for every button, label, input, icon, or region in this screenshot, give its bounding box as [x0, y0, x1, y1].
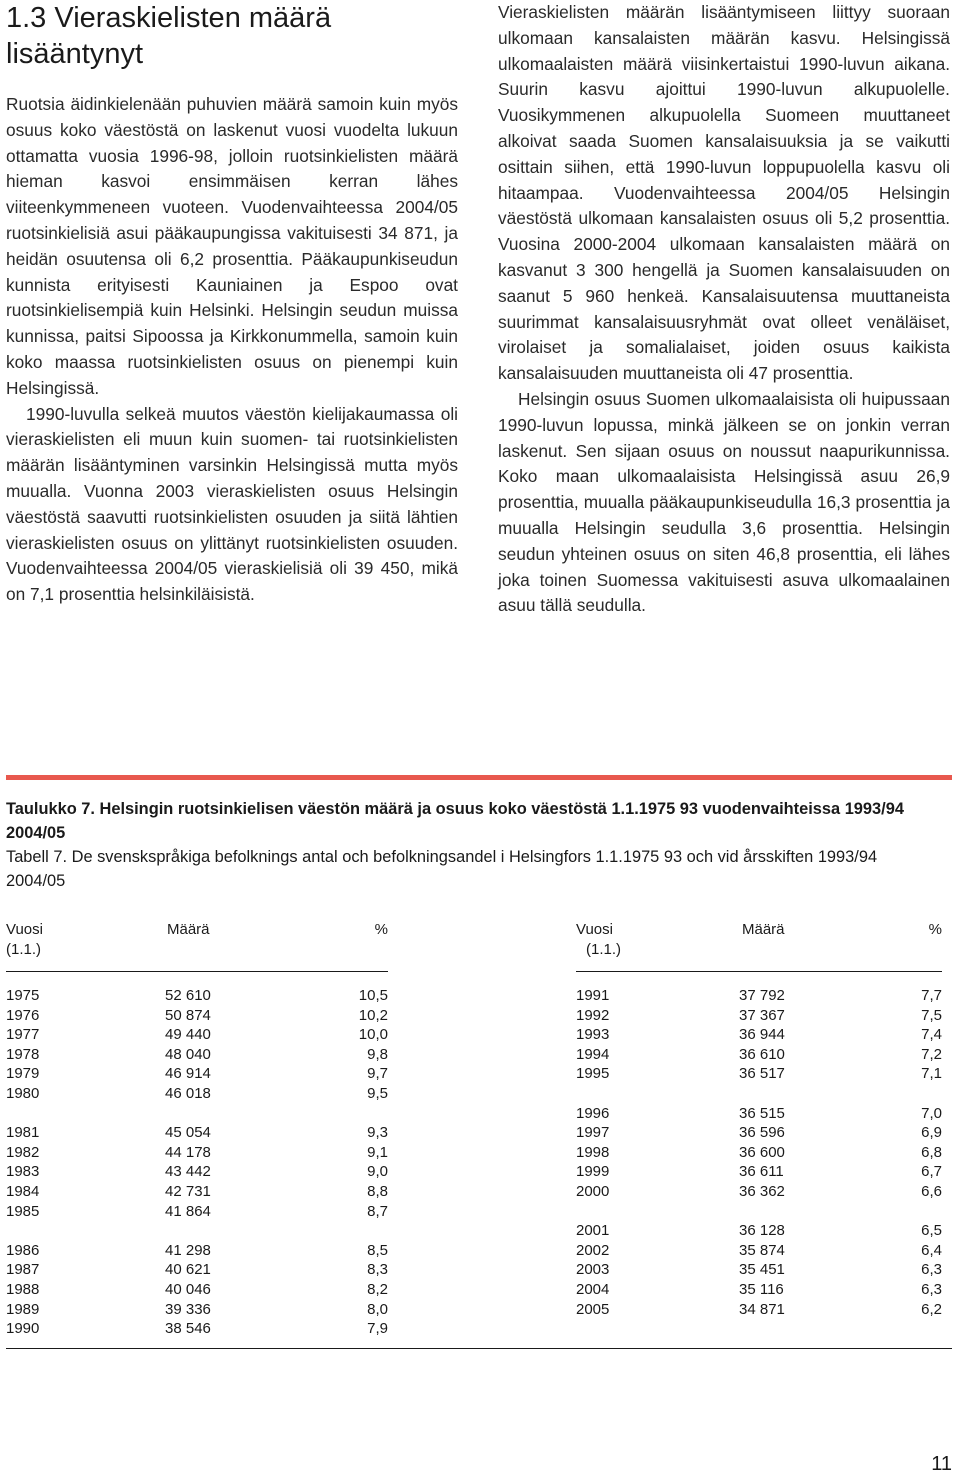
- cell-percent: 8,2: [367, 1280, 388, 1298]
- cell-percent: 7,1: [921, 1065, 942, 1083]
- cell-year: 1976: [6, 1006, 40, 1024]
- cell-year: 1997: [576, 1124, 610, 1142]
- group-spacer: [576, 1084, 942, 1104]
- table-row: [576, 1045, 942, 1065]
- table-row: [6, 1064, 388, 1084]
- cell-count: 36 515: [739, 1104, 785, 1122]
- table-header-right: [576, 920, 942, 986]
- table-row: [6, 1025, 388, 1045]
- cell-percent: 7,9: [367, 1320, 388, 1338]
- cell-percent: 6,3: [921, 1280, 942, 1298]
- cell-count: 41 864: [165, 1202, 211, 1220]
- cell-count: 36 610: [739, 1045, 785, 1063]
- table-row: [6, 1241, 388, 1261]
- cell-percent: 7,4: [921, 1026, 942, 1044]
- cell-percent: 10,5: [358, 987, 388, 1004]
- cell-year: 1988: [6, 1280, 40, 1298]
- cell-count: 34 871: [739, 1300, 785, 1318]
- cell-percent: 9,7: [367, 1065, 388, 1083]
- cell-year: 2004: [576, 1280, 610, 1298]
- cell-year: 2001: [576, 1222, 610, 1240]
- table-row: [6, 1162, 388, 1182]
- table-row: [6, 1045, 388, 1065]
- table-row: [6, 1280, 388, 1300]
- header-rule: [6, 971, 388, 972]
- table-body-left: [6, 986, 388, 1339]
- left-paragraph-2: 1990-luvulla selkeä muutos väestön kielijakaumassa oli vieraskielisten eli muun kuin suomen- tai ruotsinkielisten määrän lisääntyminen varsinkin Helsingissä mutta myös muualla. Vuonna 2003 vieraskielisten osuus Helsingin väestöstä saavutti ruotsinkielisten osuuden ja siitä lähtien vieraskielisten osuus on ylittänyt ruotsinkielisten osuuden. Vuodenvaihteessa 2004/05 vieraskielisiä oli 39 450, mikä on 7,1 prosenttia helsinkiläisistä.: [6, 403, 458, 605]
- header-rule: [576, 971, 942, 972]
- cell-count: 43 442: [165, 1163, 211, 1181]
- cell-year: 1996: [576, 1104, 610, 1122]
- cell-year: 2000: [576, 1182, 610, 1200]
- cell-count: 36 362: [739, 1182, 785, 1200]
- cell-percent: 8,0: [367, 1300, 388, 1318]
- cell-count: 42 731: [165, 1182, 211, 1200]
- cell-percent: 10,0: [358, 1026, 388, 1044]
- right-paragraph-1: Vieraskielisten määrän lisääntymiseen liittyy suoraan ulkomaan kansalaisten määrän kasvu. Helsingissä ulkomaalaisten määrä viisinkertaistui 1990-luvun aikana. Suurin kasvu ajoittui 1990-luvun alkupuolelle. Vuosikymmenen alkupuolella Suomeen muuttaneet alkoivat saada Suomen kansalaisuuksia ja se vaikutti osittain siihen, että 1990-luvun loppupuolella kasvu oli hitaampaa. Vuodenvaihteessa 2004/05 Helsingin väestöstä ulkomaan kansalaisten osuus oli 5,2 prosenttia. Vuosina 2000-2004 ulkomaan kansalaisten määrä on kasvanut 3 300 hengellä ja Suomen kansalaisuuden on saanut 5 960 henkeä. Kansalaisuutensa muuttaneista suurimmat kansalaisuusryhmät ovat olleet venäläiset, virolaiset ja somalialaiset, joiden osuus kaikista kansalaisuuden muuttaneista oli 47 prosenttia.: [498, 2, 950, 384]
- header-year: Vuosi: [6, 921, 43, 938]
- cell-year: 1986: [6, 1241, 40, 1259]
- table-right-half: [576, 920, 942, 1319]
- cell-percent: 6,3: [921, 1261, 942, 1279]
- cell-year: 2005: [576, 1300, 610, 1318]
- table-row: [6, 1260, 388, 1280]
- table-row: [576, 1300, 942, 1320]
- cell-count: 46 914: [165, 1065, 211, 1083]
- cell-year: 1993: [576, 1026, 610, 1044]
- header-year-sub: (1.1.): [6, 941, 42, 958]
- right-text-column: [498, 0, 950, 619]
- cell-percent: 8,3: [367, 1261, 388, 1279]
- cell-year: 1979: [6, 1065, 40, 1083]
- cell-percent: 8,7: [367, 1202, 388, 1220]
- table-row: [6, 1123, 388, 1143]
- table-row: [6, 1202, 388, 1222]
- table-row: [576, 1260, 942, 1280]
- cell-percent: 6,4: [921, 1241, 942, 1259]
- table-body-right: [576, 986, 942, 1319]
- right-paragraph-2: Helsingin osuus Suomen ulkomaalaisista oli huipussaan 1990-luvun lopussa, minkä jälkeen se on jonkin verran laskenut. Sen sijaan osuus on noussut naapurikunnissa. Koko maan ulkomaalaisista Helsingissä asuu 26,9 prosenttia, muualla pääkaupunkiseudulla 16,3 prosenttia ja muualla Helsingin seudulla 3,6 prosenttia. Helsingin seudun yhteinen osuus on siten 46,8 prosenttia, eli lähes joka toinen Suomessa vakituisesti asuva ulkomaalainen asuu tällä seudulla.: [498, 388, 950, 616]
- table-header-left: [6, 920, 388, 986]
- cell-percent: 8,8: [367, 1182, 388, 1200]
- cell-year: 1992: [576, 1006, 610, 1024]
- header-count: Määrä: [742, 921, 785, 938]
- table-row: [576, 986, 942, 1006]
- cell-count: 40 046: [165, 1280, 211, 1298]
- cell-count: 45 054: [165, 1124, 211, 1142]
- cell-percent: 6,7: [921, 1163, 942, 1181]
- cell-year: 1987: [6, 1261, 40, 1279]
- cell-year: 1995: [576, 1065, 610, 1083]
- table-row: [576, 1104, 942, 1124]
- table-row: [6, 1143, 388, 1163]
- cell-percent: 7,5: [921, 1006, 942, 1024]
- cell-percent: 6,9: [921, 1124, 942, 1142]
- header-count: Määrä: [167, 921, 210, 938]
- cell-year: 1998: [576, 1143, 610, 1161]
- header-year-sub: (1.1.): [586, 941, 622, 958]
- section-title: 1.3 Vieraskielisten määrä lisääntynyt: [6, 2, 332, 70]
- cell-count: 44 178: [165, 1143, 211, 1161]
- cell-percent: 6,6: [921, 1182, 942, 1200]
- header-percent: %: [928, 921, 942, 938]
- cell-count: 36 611: [739, 1163, 784, 1181]
- cell-count: 48 040: [165, 1045, 211, 1063]
- cell-count: 36 128: [739, 1222, 785, 1240]
- cell-count: 36 596: [739, 1124, 785, 1142]
- table-row: [6, 1319, 388, 1339]
- cell-count: 38 546: [165, 1320, 211, 1338]
- group-spacer: [6, 1221, 388, 1241]
- cell-year: 1989: [6, 1300, 40, 1318]
- cell-percent: 9,8: [367, 1045, 388, 1063]
- table-left-half: [6, 920, 388, 1339]
- cell-percent: 10,2: [358, 1006, 388, 1024]
- cell-count: 52 610: [165, 987, 211, 1004]
- table-caption-finnish: Taulukko 7. Helsingin ruotsinkielisen väestön määrä ja osuus koko väestöstä 1.1.1975 93 vuodenvaihteissa 1993/94 2004/05: [6, 800, 904, 842]
- cell-year: 1982: [6, 1143, 40, 1161]
- cell-count: 49 440: [165, 1026, 211, 1044]
- cell-year: 1991: [576, 987, 610, 1004]
- table-row: [576, 1221, 942, 1241]
- left-text-column: [6, 92, 458, 608]
- table-caption-swedish: Tabell 7. De svenskspråkiga befolknings antal och befolkningsandel i Helsingfors 1.1.1975 93 och vid årsskiften 1993/94 2004/05: [6, 848, 878, 890]
- table-row: [6, 1006, 388, 1026]
- cell-count: 36 944: [739, 1026, 785, 1044]
- cell-percent: 6,2: [921, 1300, 942, 1318]
- cell-year: 2003: [576, 1261, 610, 1279]
- cell-percent: 9,0: [367, 1163, 388, 1181]
- cell-year: 1981: [6, 1124, 40, 1142]
- cell-year: 1975: [6, 987, 40, 1004]
- cell-count: 37 792: [739, 987, 785, 1004]
- cell-year: 1977: [6, 1026, 40, 1044]
- group-spacer: [576, 1202, 942, 1222]
- left-paragraph-1: Ruotsia äidinkielenään puhuvien määrä samoin kuin myös osuus koko väestöstä on laskenut vuosi vuodelta lukuun ottamatta vuosia 1996-98, jolloin ruotsinkielisten määrä hieman kasvoi ensimmäisen kerran lähes viiteenkymmeneen vuoteen. Vuodenvaihteessa 2004/05 ruotsinkielisiä asui pääkaupungissa vakituisesti 34 871, ja heidän osuutensa oli 6,2 prosenttia. Pääkaupunkiseudun kunnista erityisesti Kauniainen ja Espoo ovat ruotsinkielisempiä kuin Helsinki. Helsingin seudun muissa kunnissa, paitsi Sipoossa ja Kirkkonummella, samoin kuin koko maassa ruotsinkielisten osuus on pienempi kuin Helsingissä.: [6, 94, 458, 398]
- cell-count: 35 874: [739, 1241, 785, 1259]
- table-row: [576, 1123, 942, 1143]
- cell-year: 1999: [576, 1163, 610, 1181]
- table-row: [576, 1241, 942, 1261]
- cell-year: 1978: [6, 1045, 40, 1063]
- accent-divider: [6, 775, 952, 780]
- cell-year: 1985: [6, 1202, 40, 1220]
- cell-count: 46 018: [165, 1084, 211, 1102]
- cell-year: 1984: [6, 1182, 40, 1200]
- cell-count: 35 451: [739, 1261, 785, 1279]
- cell-percent: 8,5: [367, 1241, 388, 1259]
- cell-count: 36 517: [739, 1065, 785, 1083]
- cell-count: 40 621: [165, 1261, 211, 1279]
- cell-percent: 7,7: [921, 987, 942, 1004]
- table-row: [576, 1280, 942, 1300]
- cell-year: 1983: [6, 1163, 40, 1181]
- header-year: Vuosi: [576, 921, 613, 938]
- table-row: [576, 1025, 942, 1045]
- table-bottom-rule: [6, 1348, 952, 1349]
- page-number: 11: [931, 1453, 952, 1475]
- group-spacer: [6, 1104, 388, 1124]
- cell-year: 1994: [576, 1045, 610, 1063]
- cell-percent: 6,5: [921, 1222, 942, 1240]
- cell-count: 36 600: [739, 1143, 785, 1161]
- cell-year: 2002: [576, 1241, 610, 1259]
- table-row: [6, 1182, 388, 1202]
- cell-percent: 9,1: [367, 1143, 388, 1161]
- table-row: [576, 1182, 942, 1202]
- cell-percent: 7,0: [921, 1104, 942, 1122]
- table-row: [6, 1300, 388, 1320]
- cell-percent: 7,2: [921, 1045, 942, 1063]
- cell-count: 50 874: [165, 1006, 211, 1024]
- cell-percent: 9,5: [367, 1084, 388, 1102]
- cell-percent: 6,8: [921, 1143, 942, 1161]
- table-row: [576, 1064, 942, 1084]
- cell-year: 1990: [6, 1320, 40, 1338]
- cell-year: 1980: [6, 1084, 40, 1102]
- table-row: [576, 1006, 942, 1026]
- cell-percent: 9,3: [367, 1124, 388, 1142]
- cell-count: 35 116: [739, 1280, 784, 1298]
- table-row: [576, 1162, 942, 1182]
- cell-count: 41 298: [165, 1241, 211, 1259]
- table-row: [6, 1084, 388, 1104]
- table-row: [6, 986, 388, 1006]
- cell-count: 39 336: [165, 1300, 211, 1318]
- table-row: [576, 1143, 942, 1163]
- cell-count: 37 367: [739, 1006, 785, 1024]
- header-percent: %: [374, 921, 388, 938]
- table-caption: [6, 797, 936, 893]
